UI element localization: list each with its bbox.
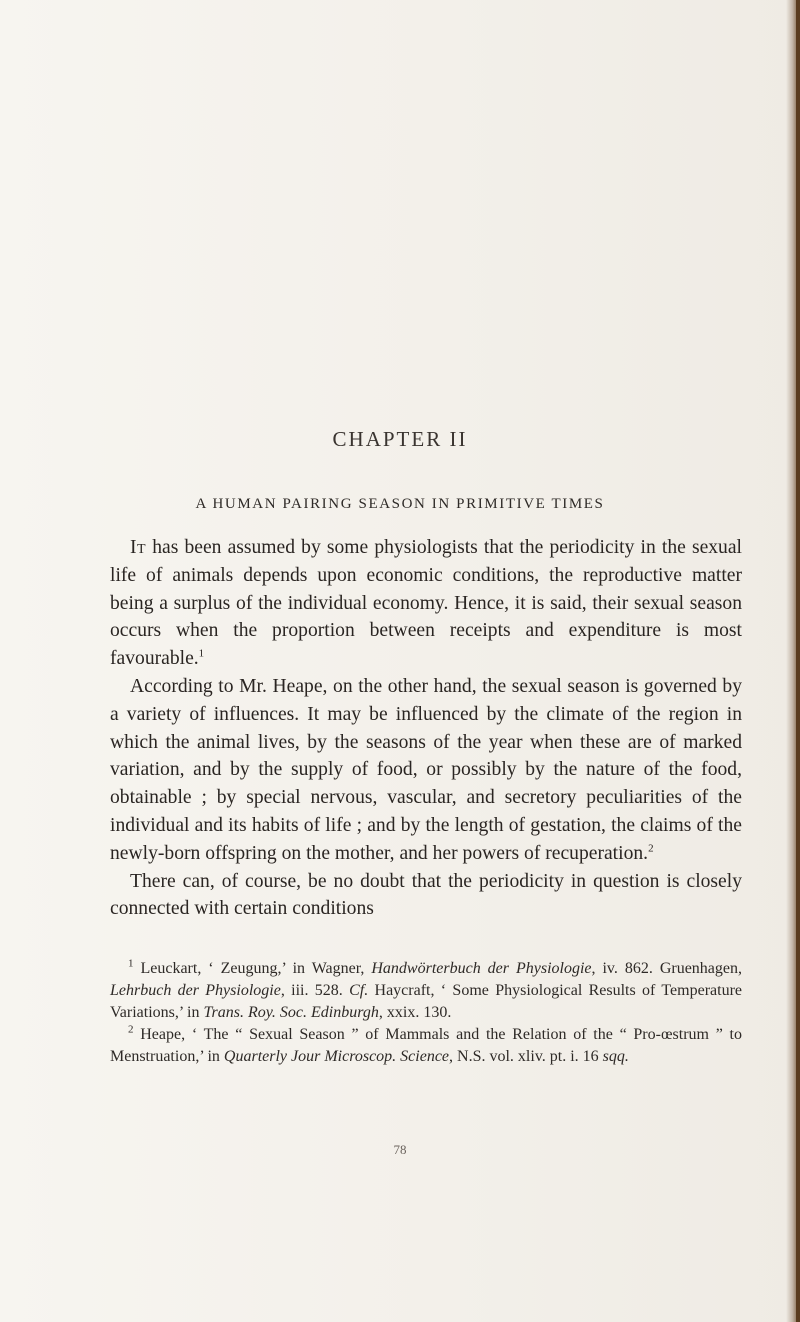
footnote: [110, 1024, 742, 1068]
footnote-text: Haycraft, ‘ Some Physiological Results of Temperature Variations,’ in: [110, 981, 742, 1021]
footnote-text: , iii. 528.: [280, 981, 350, 999]
footnote-ref: 1: [198, 647, 205, 660]
footnotes: [110, 958, 742, 1068]
footnote-text: , N.S. vol. xliv. pt. i. 16: [449, 1047, 603, 1065]
footnote-title: Trans. Roy. Soc. Edinburgh: [203, 1003, 379, 1021]
footnote-ref: 2: [648, 842, 654, 855]
paragraph-text: has been assumed by some physiologists that the periodicity in the sexual life of animals depends upon economic conditions, the reproductive matter being a surplus of the individual economy. Hence, it is said, their sexual season occurs when the proportion between receipts and expenditure is most favourable.: [110, 537, 742, 670]
footnote-number: 1: [128, 957, 134, 970]
footnote-title: Handwörterbuch der Physiologie: [371, 960, 592, 977]
footnote-number: 2: [128, 1023, 134, 1036]
paragraph-text: According to Mr. Heape, on the other hand, the sexual season is governed by a variety of influences. It may be influenced by the climate of the region in which the animal lives, by the seasons of the year when these are of marked variation, and by the supply of food, or possibly by the nature of the food, obtainable ; by special nervous, vascular, and secretory peculiarities of the individual and its habits of life ; and by the length of gestation, the claims of the newly-born offspring on the mother, and her powers of recuperation.: [110, 675, 742, 864]
footnote-title: sqq.: [602, 1047, 629, 1065]
page-number: 78: [393, 1142, 407, 1157]
footnote-title: Cf.: [349, 981, 369, 999]
body-text: [110, 534, 742, 923]
page-edge: [796, 0, 800, 1322]
paragraph-text: There can, of course, be no doubt that the periodicity in question is closely connected with certain conditions: [110, 870, 742, 920]
paragraph: [110, 868, 742, 924]
footnote-text: Heape, ‘ The “ Sexual Season ” of Mammals and the Relation of the “ Pro-œstrum ” to Menstruation,’ in: [110, 1025, 742, 1065]
paragraph: [110, 673, 742, 868]
chapter-title: A HUMAN PAIRING SEASON IN PRIMITIVE TIMES: [195, 496, 605, 512]
footnote-title: Quarterly Jour Microscop. Science: [223, 1047, 450, 1065]
footnote-text: , xxix. 130.: [378, 1003, 452, 1021]
paragraph: [110, 534, 742, 673]
footnote-text: , iv. 862. Gruenhagen,: [591, 960, 743, 977]
footnote-title: Lehrbuch der Physiologie: [110, 981, 281, 999]
chapter-heading: CHAPTER II: [332, 427, 468, 451]
lead-word: It: [130, 537, 147, 558]
footnote-text: Leuckart, ‘ Zeugung,’ in Wagner,: [133, 960, 372, 977]
footnote: [110, 958, 742, 1024]
